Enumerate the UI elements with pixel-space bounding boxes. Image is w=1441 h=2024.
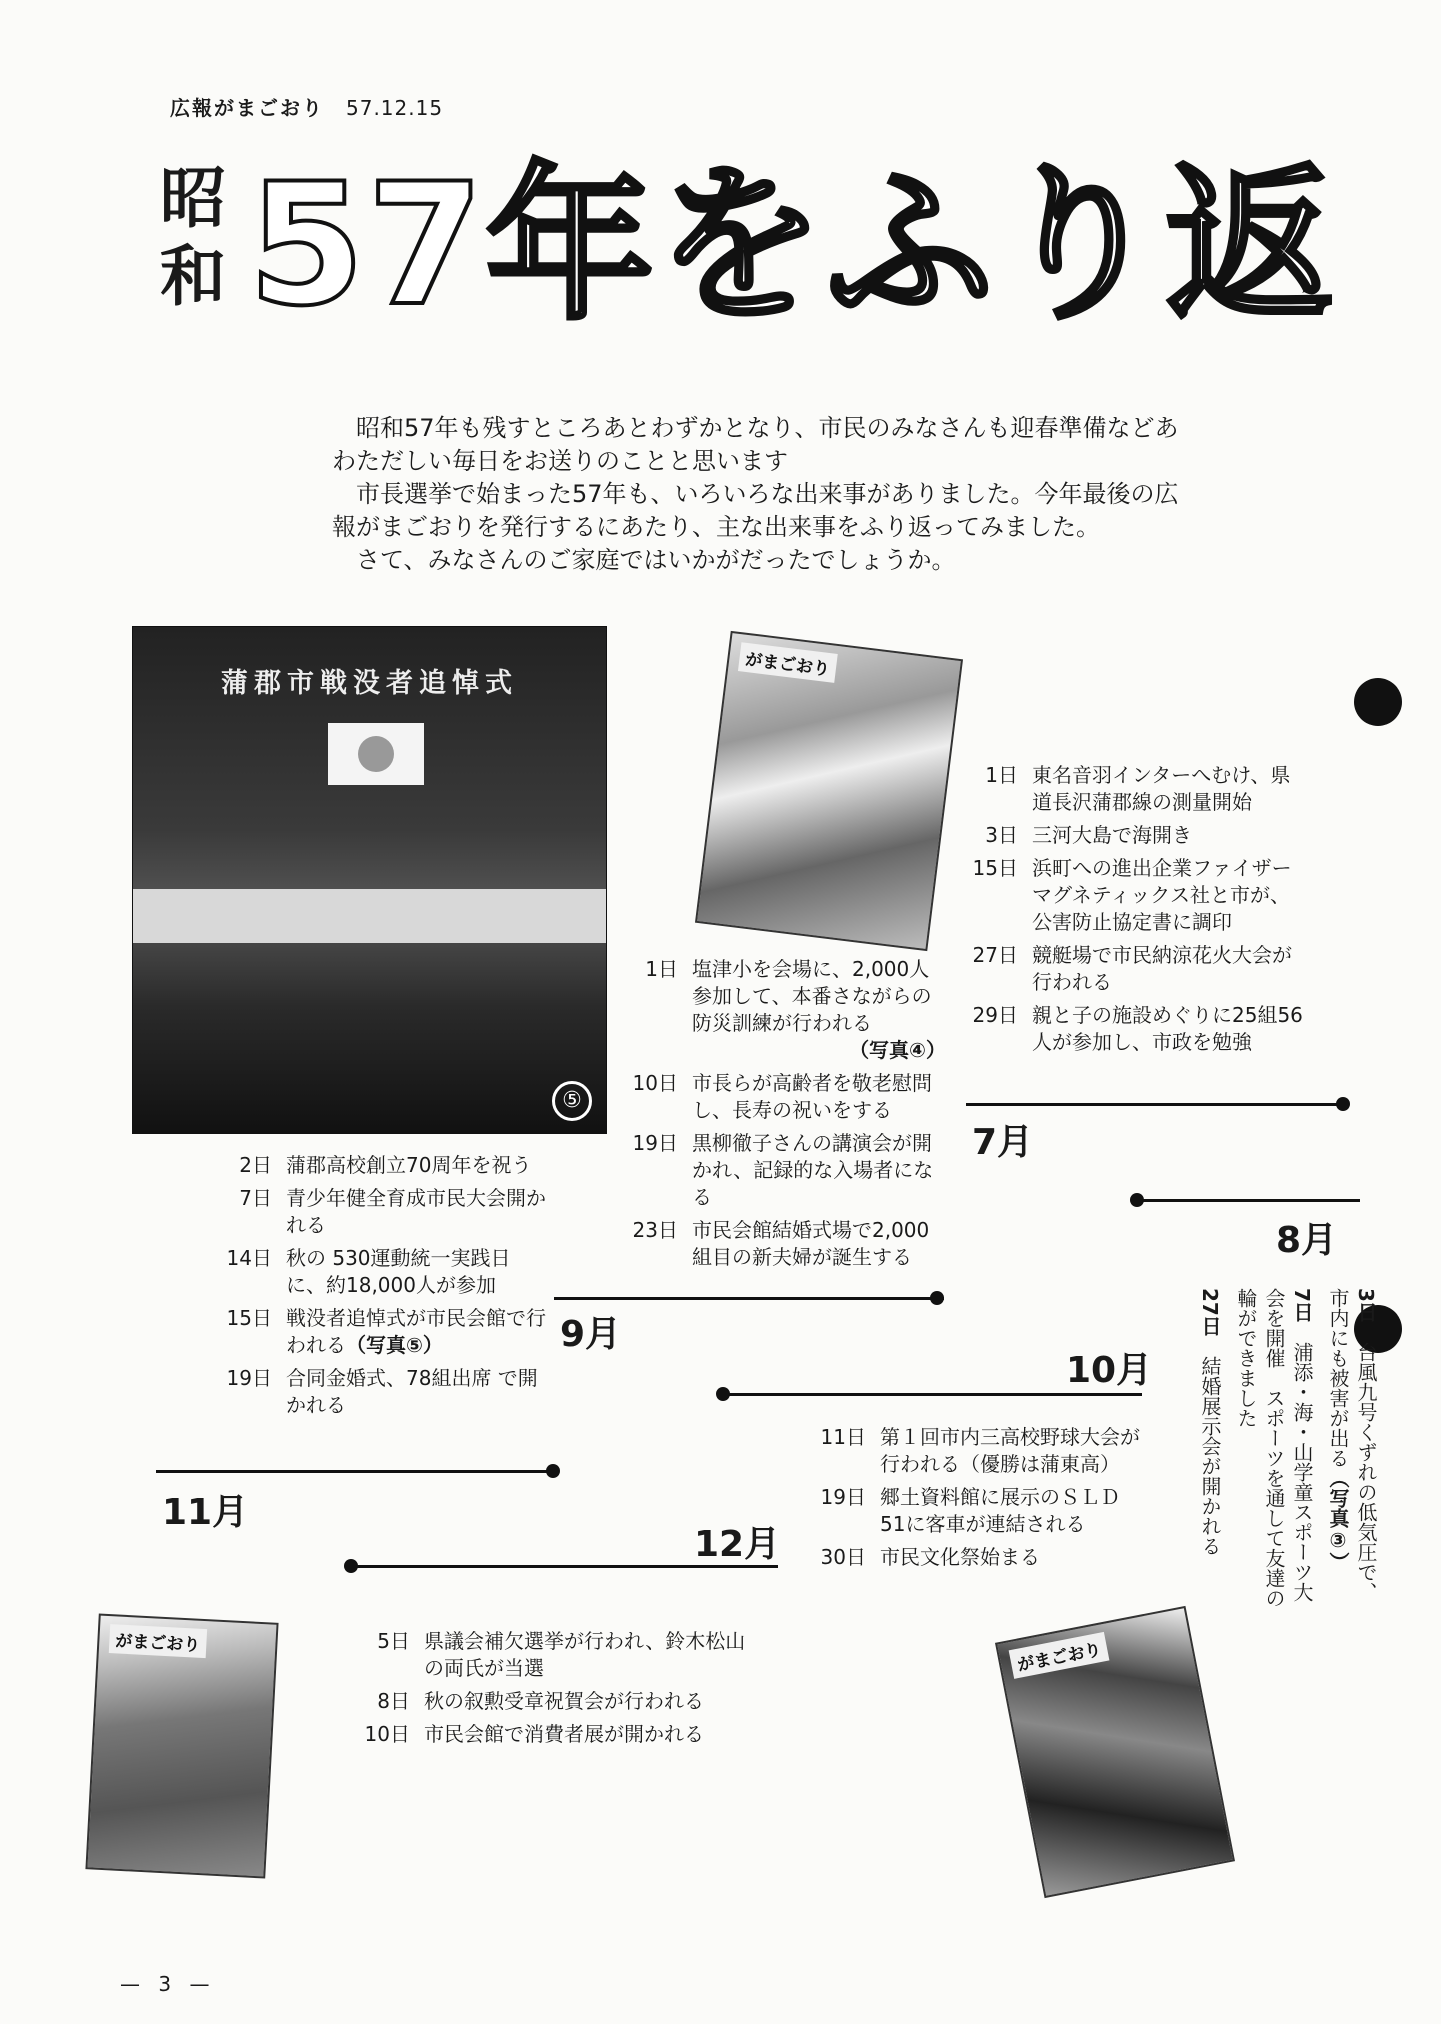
magazine-logo: がまごおり <box>738 642 838 683</box>
event-row <box>220 1245 550 1299</box>
intro-paragraph: 昭和57年も残すところあとわずかとなり、市民のみなさんも迎春準備などあわただしい毎日をお送りのことと思います <box>332 414 1179 475</box>
event-text: 青少年健全育成市民大会開かれる <box>286 1186 546 1237</box>
july-events <box>966 762 1306 1062</box>
event-day: 27日 <box>972 943 1018 967</box>
event-text: 浜町への進出企業ファイザーマグネティックス社と市が、公害防止協定書に調印 <box>1032 856 1292 934</box>
event-row <box>220 1365 550 1419</box>
september-events <box>626 956 946 1277</box>
event-text: 黒柳徹子さんの講演会が開かれ、記録的な入場者になる <box>692 1131 934 1209</box>
timeline-bar <box>554 1297 944 1300</box>
flag-icon <box>328 723 424 785</box>
magazine-logo: がまごおり <box>1009 1632 1110 1679</box>
month-label-november: 11月 <box>162 1492 249 1533</box>
timeline-bar <box>350 1565 778 1568</box>
event-row <box>1196 1288 1224 1608</box>
event-row <box>626 1070 946 1124</box>
event-text: 合同金婚式、78組出席 で開かれる <box>286 1366 538 1417</box>
event-day: 29日 <box>972 1003 1018 1027</box>
timeline-dot-icon <box>546 1464 560 1478</box>
event-text-body: 塩津小を会場に、2,000人参加して、本番さながらの防災訓練が行われる <box>692 957 932 1035</box>
event-text: 秋の 530運動統一実践日に、約18,000人が参加 <box>286 1246 511 1297</box>
event-text: 三河大島で海開き <box>1032 823 1192 847</box>
intro-text <box>332 412 1192 577</box>
event-text: 市民会館で消費者展が開かれる <box>424 1722 704 1746</box>
timeline-bar <box>1134 1199 1360 1202</box>
event-day: 15日 <box>972 856 1018 880</box>
event-day: 19日 <box>632 1131 678 1155</box>
event-row <box>626 1217 946 1271</box>
event-row <box>966 822 1306 849</box>
event-row <box>966 942 1306 996</box>
stage-flowers <box>133 889 606 943</box>
event-row <box>358 1628 758 1682</box>
event-row <box>966 1002 1306 1056</box>
event-row <box>358 1688 758 1715</box>
event-day: 7日 <box>1290 1288 1314 1322</box>
page-number: — 3 — <box>120 1972 216 1996</box>
event-day: 30日 <box>820 1545 866 1569</box>
timeline-bar <box>722 1393 1142 1396</box>
event-text: 第１回市内三高校野球大会が行われる（優勝は蒲東高） <box>880 1425 1140 1476</box>
intro-paragraph: 市長選挙で始まった57年も、いろいろな出来事がありました。今年最後の広報がまごおりを発行するにあたり、主な出来事をふり返ってみました。 <box>332 480 1179 541</box>
timeline-dot-icon <box>716 1387 730 1401</box>
november-events <box>220 1152 550 1425</box>
event-row <box>814 1484 1144 1538</box>
magazine-logo: がまごおり <box>109 1624 207 1658</box>
photo-number: ⑤ <box>552 1081 592 1121</box>
event-day: 5日 <box>377 1629 410 1653</box>
event-text: 結婚展示会が開かれる <box>1198 1355 1222 1556</box>
event-row <box>966 855 1306 936</box>
timeline-dot-icon <box>344 1559 358 1573</box>
photo-ref: （写真③） <box>1326 1468 1350 1572</box>
event-row <box>358 1721 758 1748</box>
event-text: 親と子の施設めぐりに25組56人が参加し、市政を勉強 <box>1032 1003 1303 1054</box>
event-day: 1日 <box>985 763 1018 787</box>
publication-header <box>170 92 443 121</box>
october-events <box>814 1424 1144 1577</box>
event-day: 8日 <box>377 1689 410 1713</box>
event-day: 10日 <box>632 1071 678 1095</box>
magazine-cover-photo <box>995 1606 1235 1898</box>
title-prefix: 昭和 <box>160 160 226 315</box>
event-day: 1日 <box>645 957 678 981</box>
event-text: 市民文化祭始まる <box>880 1545 1040 1569</box>
event-text: 台風九号くずれの低気圧で、市内にも被害が出る <box>1326 1288 1378 1602</box>
event-day: 3日 <box>985 823 1018 847</box>
month-label-october: 10月 <box>1066 1350 1153 1391</box>
event-text: 競艇場で市民納涼花火大会が行われる <box>1032 943 1292 994</box>
event-day: 27日 <box>1198 1288 1222 1336</box>
event-row <box>1232 1288 1316 1608</box>
magazine-cover-photo <box>85 1613 278 1878</box>
memorial-photo <box>132 626 607 1134</box>
event-row <box>814 1544 1144 1571</box>
magazine-cover-photo <box>695 631 963 951</box>
event-text: 郷土資料館に展示のＳＬＤ51に客車が連結される <box>880 1485 1120 1536</box>
event-row <box>814 1424 1144 1478</box>
event-row <box>220 1185 550 1239</box>
publication-name: 広報がまごおり <box>170 96 324 120</box>
august-events <box>1150 1288 1380 1628</box>
timeline-bar <box>966 1103 1342 1106</box>
timeline-dot-icon <box>930 1291 944 1305</box>
event-row <box>626 1130 946 1211</box>
event-day: 19日 <box>226 1366 272 1390</box>
timeline-bar <box>156 1470 556 1473</box>
event-row <box>626 956 946 1064</box>
timeline-dot-icon <box>1130 1193 1144 1207</box>
intro-paragraph: さて、みなさんのご家庭ではいかがだったでしょうか。 <box>356 546 956 574</box>
month-label-september: 9月 <box>560 1314 622 1355</box>
month-label-december: 12月 <box>694 1524 781 1565</box>
event-text: 市民会館結婚式場で2,000組目の新夫婦が誕生する <box>692 1218 930 1269</box>
memorial-banner: 蒲郡市戦没者追悼式 <box>221 668 518 699</box>
event-row <box>1324 1288 1380 1608</box>
event-text-body: 戦没者追悼式が市民会館で行われる <box>286 1306 546 1357</box>
december-events <box>358 1628 758 1754</box>
month-label-july: 7月 <box>972 1122 1034 1163</box>
event-day: 10日 <box>364 1722 410 1746</box>
event-day: 2日 <box>239 1153 272 1177</box>
event-row <box>966 762 1306 816</box>
event-text: 東名音羽インターへむけ、県道長沢蒲郡線の測量開始 <box>1032 763 1291 814</box>
bullet-circle-icon <box>1354 678 1402 726</box>
photo-ref: （写真⑤） <box>346 1333 443 1357</box>
event-text <box>692 956 946 1064</box>
event-day: 19日 <box>820 1485 866 1509</box>
timeline-dot-icon <box>1336 1097 1350 1111</box>
event-text: 浦添・海・山学童スポーツ大会を開催 スポーツを通して友達の輪ができました <box>1234 1288 1314 1608</box>
event-day: 7日 <box>239 1186 272 1210</box>
event-text: 県議会補欠選挙が行われ、鈴木松山の両氏が当選 <box>424 1629 746 1680</box>
page-title: 57年をふり返 <box>248 147 1336 343</box>
event-day: 15日 <box>226 1306 272 1330</box>
event-text: 蒲郡高校創立70周年を祝う <box>286 1153 532 1177</box>
event-row <box>220 1305 550 1359</box>
month-label-august: 8月 <box>1276 1220 1338 1261</box>
event-text: 市長らが高齢者を敬老慰問し、長寿の祝いをする <box>692 1071 932 1122</box>
event-day: 3日 <box>1354 1288 1378 1322</box>
issue-date: 57.12.15 <box>346 96 444 120</box>
event-day: 14日 <box>226 1246 272 1270</box>
event-day: 11日 <box>820 1425 866 1449</box>
event-row <box>220 1152 550 1179</box>
event-day: 23日 <box>632 1218 678 1242</box>
event-text <box>286 1305 550 1359</box>
event-text: 秋の叙勲受章祝賀会が行われる <box>424 1689 704 1713</box>
photo-ref: （写真④） <box>849 1038 946 1062</box>
